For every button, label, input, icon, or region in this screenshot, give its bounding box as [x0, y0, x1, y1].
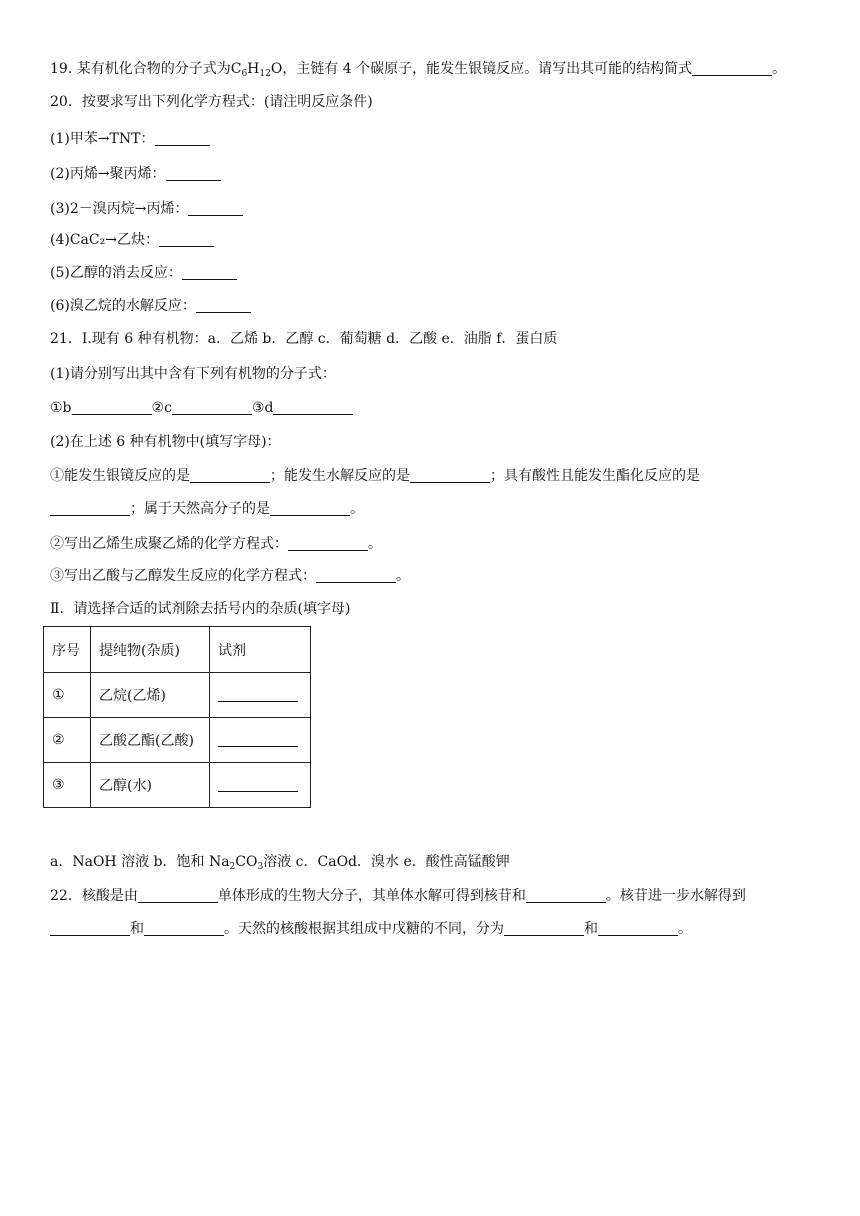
- q21-p2-q2: ②写出乙烯生成聚乙烯的化学方程式：: [50, 536, 288, 552]
- reagent-blank[interactable]: [218, 732, 298, 747]
- q20-item-5-label: (5)乙醇的消去反应：: [50, 265, 182, 281]
- q21-p2-q3-end: 。: [396, 568, 410, 584]
- q21-p2-q3-line: [50, 566, 410, 586]
- table-header-row: [44, 627, 311, 673]
- q21-p1-item-c: ②c: [151, 400, 172, 416]
- q21-p1-items: [50, 398, 353, 418]
- table-cell-reagent[interactable]: [210, 763, 311, 808]
- reagent-blank[interactable]: [218, 777, 298, 792]
- q20-item-4-label: (4)CaC₂→乙炔：: [50, 232, 159, 248]
- q22-blank-monomer[interactable]: [138, 888, 218, 903]
- q22-blank-product1[interactable]: [50, 921, 130, 936]
- table-cell-reagent[interactable]: [210, 718, 311, 763]
- q21-options-sub1: 2: [229, 862, 236, 872]
- q20-item-1: [50, 129, 210, 149]
- q19-h-subscript: 12: [259, 69, 271, 79]
- q21-options-post: 溶液 c．CaOd．溴水 e．酸性高锰酸钾: [263, 854, 510, 870]
- q22-line2: [50, 919, 692, 939]
- q21-options-pre: a．NaOH 溶液 b．饱和 Na: [50, 854, 230, 870]
- q21-p1-blank-b[interactable]: [72, 400, 152, 415]
- table-header-cell: 序号: [44, 627, 91, 673]
- q20-item-4: [50, 230, 214, 250]
- q21-p2-q2-line: [50, 534, 382, 554]
- q22-l2a: 和: [130, 921, 144, 937]
- q21-p2-q1b: ；能发生水解反应的是: [270, 468, 410, 484]
- table-cell-reagent[interactable]: [210, 673, 311, 718]
- q21-p2-q2-blank[interactable]: [288, 536, 368, 551]
- q20-item-3-label: (3)2－溴丙烷→丙烯：: [50, 201, 189, 217]
- q21-p2-blank-hydrolysis[interactable]: [410, 468, 490, 483]
- q21-p1-blank-d[interactable]: [273, 400, 353, 415]
- q19-line: [50, 59, 786, 84]
- q20-item-1-label: (1)甲苯→TNT：: [50, 131, 155, 147]
- q22-l1c: 。核苷进一步水解得到: [605, 888, 746, 904]
- q21-p2-q2-end: 。: [368, 536, 382, 552]
- q21-p2-q1c: ；具有酸性且能发生酯化反应的是: [490, 468, 700, 484]
- table-row: [44, 763, 311, 808]
- q19-end: 。: [772, 61, 787, 77]
- q21-p1-blank-c[interactable]: [172, 400, 252, 415]
- q22-l2d: 。: [678, 921, 692, 937]
- q20-item-3: [50, 199, 243, 219]
- q20-item-3-blank[interactable]: [188, 201, 243, 216]
- q22-l2c: 和: [584, 921, 598, 937]
- q19-answer-blank[interactable]: [692, 61, 772, 76]
- q21-p2-blank-acid[interactable]: [50, 501, 130, 516]
- q21-p2: (2)在上述 6 种有机物中(填写字母)：: [50, 434, 281, 450]
- q22-blank-product2[interactable]: [144, 921, 224, 936]
- q21-p2-line2-end: 。: [350, 501, 364, 517]
- q21-p2-q3-blank[interactable]: [316, 568, 396, 583]
- q20-item-4-blank[interactable]: [159, 232, 214, 247]
- table-cell-substance: 乙烷(乙烯): [91, 673, 210, 718]
- q19-c-subscript: 6: [241, 69, 248, 79]
- q21-p1-item-d: ③d: [251, 400, 274, 416]
- q19-h: H: [247, 61, 260, 77]
- q22-l1b: 单体形成的生物大分子，其单体水解可得到核苷和: [217, 888, 526, 904]
- q20-item-2-label: (2)丙烯→聚丙烯：: [50, 166, 166, 182]
- q21-p2-q1d: ；属于天然高分子的是: [130, 501, 270, 517]
- q21-p1: (1)请分别写出其中含有下列有机物的分子式：: [50, 366, 336, 382]
- q20-title: 20．按要求写出下列化学方程式：(请注明反应条件): [50, 94, 373, 110]
- q21-options-co: CO: [235, 854, 258, 870]
- q21-p2-blank-polymer[interactable]: [270, 501, 350, 516]
- q21-p2-line2: [50, 499, 364, 519]
- q21-options: [50, 852, 510, 877]
- q21-p2-line1: [50, 466, 700, 486]
- purification-table: [43, 626, 311, 808]
- q22-blank-nucleoside[interactable]: [526, 888, 606, 903]
- q20-item-6-label: (6)溴乙烷的水解反应：: [50, 298, 196, 314]
- reagent-blank[interactable]: [218, 687, 298, 702]
- table-row: [44, 718, 311, 763]
- q21-title: 21．Ⅰ.现有 6 种有机物：a．乙烯 b．乙醇 c．葡萄糖 d．乙酸 e．油脂 f．蛋白质: [50, 331, 558, 347]
- q22-l1a: 22．核酸是由: [50, 888, 138, 904]
- table-cell-substance: 乙酸乙酯(乙酸): [91, 718, 210, 763]
- q22-l2b: 。天然的核酸根据其组成中戊糖的不同，分为: [224, 921, 504, 937]
- q21-options-sub2: 3: [257, 862, 264, 872]
- q20-item-6: [50, 296, 251, 316]
- table-cell-index: ③: [44, 763, 91, 808]
- q21-p1-item-b: ①b: [50, 400, 72, 416]
- q20-item-5: [50, 263, 237, 283]
- q21-part2-title: Ⅱ．请选择合适的试剂除去括号内的杂质(填字母): [50, 601, 351, 617]
- q21-p2-q3: ③写出乙酸与乙醇发生反应的化学方程式：: [50, 568, 316, 584]
- table-cell-index: ①: [44, 673, 91, 718]
- q19-text-pre: 19. 某有机化合物的分子式为C: [50, 61, 242, 77]
- table-header-cell: 提纯物(杂质): [91, 627, 210, 673]
- table-row: [44, 673, 311, 718]
- q21-p2-q1a: ①能发生银镜反应的是: [50, 468, 190, 484]
- table-cell-substance: 乙醇(水): [91, 763, 210, 808]
- q22-blank-type1[interactable]: [504, 921, 584, 936]
- q20-item-6-blank[interactable]: [196, 298, 251, 313]
- q20-item-1-blank[interactable]: [155, 131, 210, 146]
- q19-text-post: O，主链有 4 个碳原子，能发生银镜反应。请写出其可能的结构简式: [270, 61, 693, 77]
- q20-item-2: [50, 164, 221, 184]
- q22-line1: [50, 886, 746, 906]
- table-cell-index: ②: [44, 718, 91, 763]
- q21-p2-blank-silver[interactable]: [190, 468, 270, 483]
- q20-item-5-blank[interactable]: [182, 265, 237, 280]
- table-header-cell: 试剂: [210, 627, 311, 673]
- q22-blank-type2[interactable]: [598, 921, 678, 936]
- q20-item-2-blank[interactable]: [166, 166, 221, 181]
